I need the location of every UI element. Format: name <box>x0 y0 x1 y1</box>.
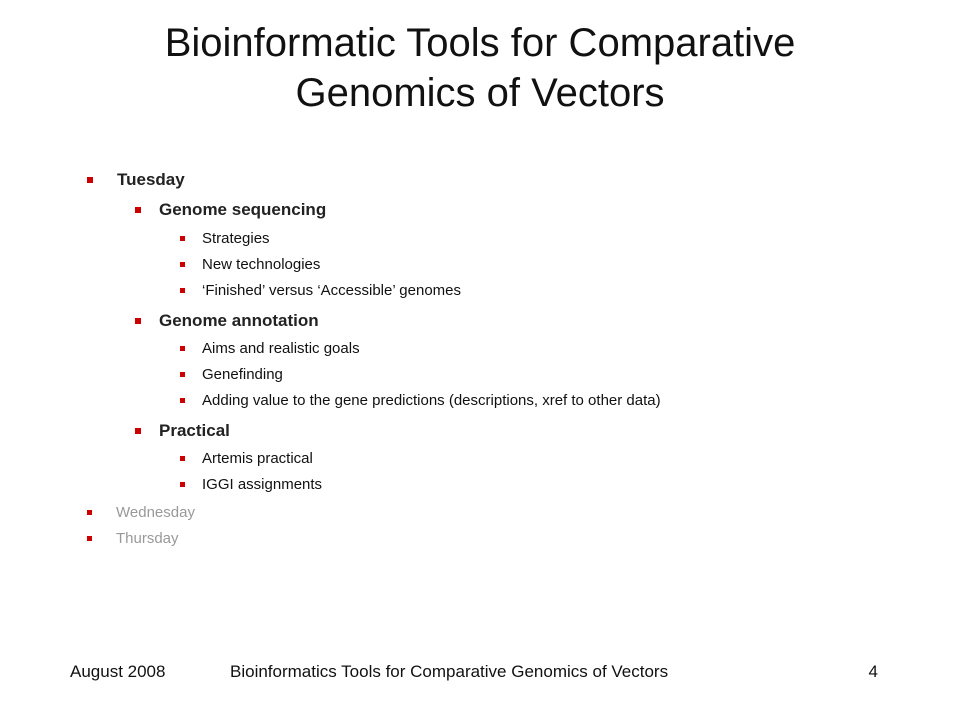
outline-subitem <box>180 476 322 493</box>
outline-item-practical <box>135 421 230 441</box>
outline-label: Practical <box>159 421 230 440</box>
outline-item-genome-sequencing <box>135 200 326 220</box>
bullet-icon <box>180 482 185 487</box>
outline-item-tuesday <box>87 170 185 190</box>
outline-label: Wednesday <box>116 504 195 521</box>
outline-item-genome-annotation <box>135 311 319 331</box>
outline-subitem-label: Aims and realistic goals <box>202 340 360 357</box>
outline-subitem-label: New technologies <box>202 256 321 273</box>
outline-subitem-label: Adding value to the gene predictions (descriptions, xref to other data) <box>202 392 661 409</box>
outline-subitem <box>180 230 270 247</box>
bullet-icon <box>87 536 92 541</box>
outline-subitem <box>180 340 360 357</box>
outline-subitem <box>180 256 320 273</box>
bullet-icon <box>180 456 185 461</box>
outline-subitem <box>180 366 283 383</box>
outline-label: Genome sequencing <box>159 200 327 219</box>
footer-date: August 2008 <box>70 662 166 681</box>
outline-item-thursday <box>87 530 179 547</box>
bullet-icon <box>135 318 141 324</box>
slide-footer <box>0 662 960 686</box>
outline-subitem-label: Artemis practical <box>202 450 313 467</box>
bullet-icon <box>135 428 141 434</box>
bullet-icon <box>180 288 185 293</box>
outline-label: Tuesday <box>117 170 185 189</box>
outline-item-wednesday <box>87 504 195 521</box>
bullet-icon <box>180 398 185 403</box>
bullet-icon <box>135 207 141 213</box>
slide-title <box>60 18 900 118</box>
outline-subitem <box>180 392 661 409</box>
page-number: 4 <box>868 662 878 681</box>
outline-subitem <box>180 450 313 467</box>
bullet-icon <box>87 177 93 183</box>
bullet-icon <box>180 236 185 241</box>
outline-subitem <box>180 282 461 299</box>
bullet-icon <box>180 262 185 267</box>
outline-subitem-label: IGGI assignments <box>202 476 323 493</box>
bullet-icon <box>180 346 185 351</box>
outline-label: Thursday <box>116 530 179 547</box>
outline-subitem-label: Genefinding <box>202 366 283 383</box>
slide-title-line-2: Genomics of Vectors <box>295 71 665 115</box>
outline-subitem-label: Strategies <box>202 230 270 247</box>
footer-title: Bioinformatics Tools for Comparative Genomics of Vectors <box>230 662 669 681</box>
bullet-icon <box>87 510 92 515</box>
bullet-icon <box>180 372 185 377</box>
outline-subitem-label: ‘Finished’ versus ‘Accessible’ genomes <box>202 282 461 299</box>
slide-title-line-1: Bioinformatic Tools for Comparative <box>164 21 796 65</box>
outline-label: Genome annotation <box>159 311 319 330</box>
